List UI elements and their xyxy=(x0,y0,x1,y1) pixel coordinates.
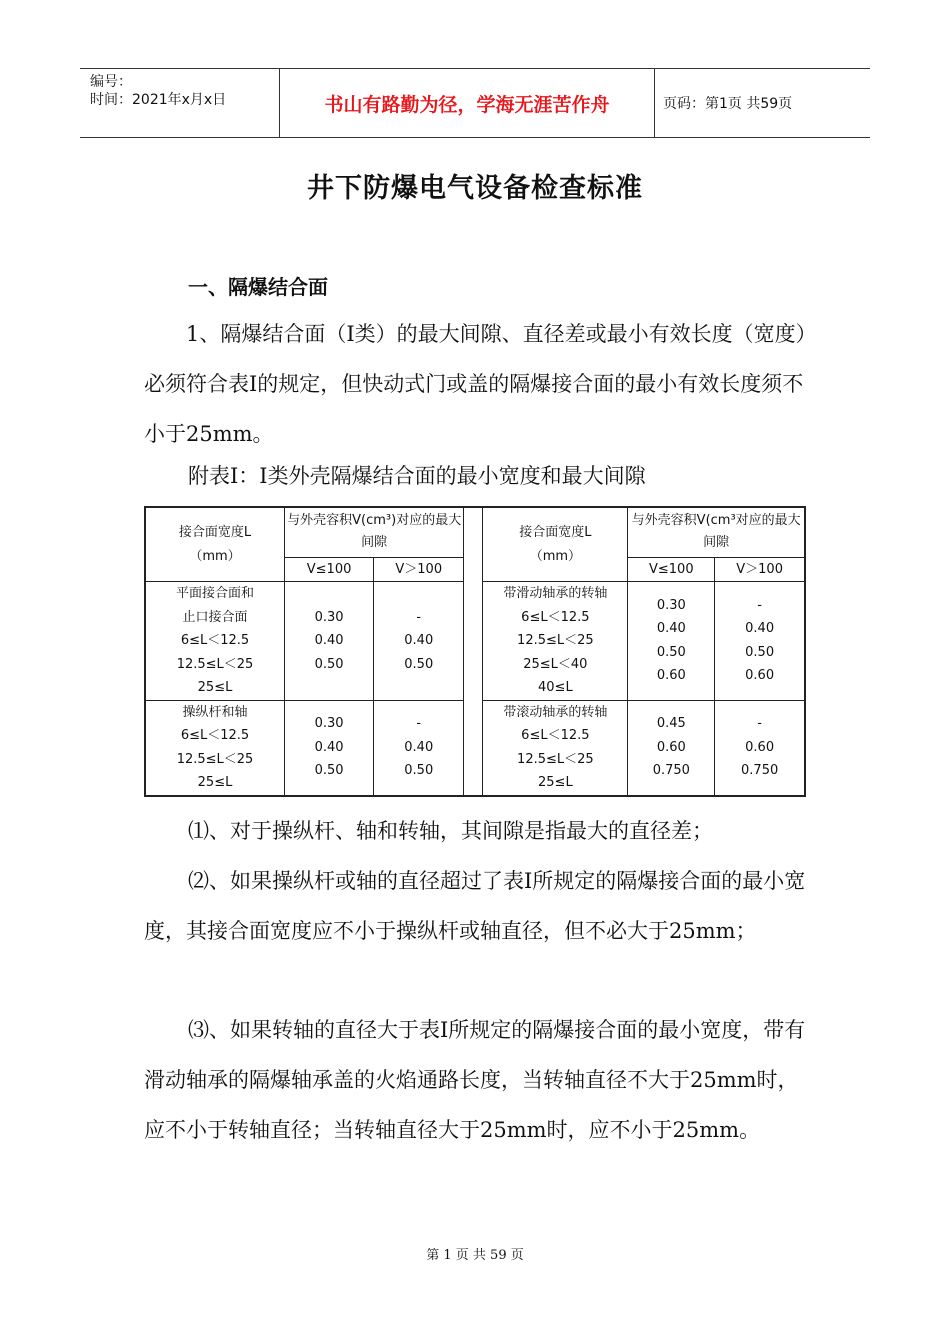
value: - xyxy=(416,716,422,732)
value-cell xyxy=(715,582,805,701)
table-divider xyxy=(464,507,483,796)
label-line: 25≤L xyxy=(197,775,233,790)
header-meta xyxy=(80,69,280,137)
value: 0.45 xyxy=(656,716,686,732)
value: 0.50 xyxy=(314,763,344,779)
value-cell xyxy=(285,582,374,701)
row-label-rolling-bearing xyxy=(483,700,628,796)
value: 0.60 xyxy=(745,668,775,684)
label-line: 12.5≤L＜25 xyxy=(176,751,254,767)
note-2: ⑵、如果操纵杆或轴的直径超过了表Ⅰ所规定的隔爆接合面的最小宽度，其接合面宽度应不小于操纵杆或轴直径，但不必大于25mm； xyxy=(144,869,806,943)
page-header xyxy=(80,68,870,138)
value: 0.30 xyxy=(314,609,344,625)
value: 0.50 xyxy=(404,656,434,672)
value: 0.40 xyxy=(656,621,686,637)
value: 0.750 xyxy=(741,763,779,779)
value: 0.60 xyxy=(656,739,686,755)
label-line: 6≤L＜12.5 xyxy=(521,728,590,743)
label-line: 40≤L xyxy=(538,680,573,695)
value: 0.40 xyxy=(314,633,344,648)
document-time-label: 时间：2021年x月x日 xyxy=(90,92,227,108)
note-3: ⑶、如果转轴的直径大于表Ⅰ所规定的隔爆接合面的最小宽度，带有滑动轴承的隔爆轴承盖的火焰通路长度，当转轴直径不大于25mm时，应不小于转轴直径；当转轴直径大于25mm时，应不小于25mm。 xyxy=(144,1018,806,1142)
label-line: 12.5≤L＜25 xyxy=(517,751,594,767)
label-line: 止口接合面 xyxy=(182,609,248,625)
value: 0.40 xyxy=(745,621,775,637)
label-line: 带滑动轴承的转轴 xyxy=(503,586,608,601)
header-mm-label-right: （mm） xyxy=(529,548,582,564)
gap-spec-table xyxy=(144,506,806,797)
value: - xyxy=(416,609,422,625)
header-mm-label: （mm） xyxy=(189,548,241,564)
value: 0.40 xyxy=(404,633,434,648)
value: - xyxy=(757,597,762,613)
label-line: 6≤L＜12.5 xyxy=(180,728,250,743)
label-line: 6≤L＜12.5 xyxy=(180,633,250,648)
value-cell xyxy=(285,700,374,796)
value-cell xyxy=(628,582,715,701)
col-header-volume-right: 与外壳容积V(cm³对应的最大间隙 xyxy=(628,507,805,557)
label-line: 操纵杆和轴 xyxy=(182,704,248,720)
value: - xyxy=(757,716,762,732)
col-header-v-gt-100: V＞100 xyxy=(374,557,464,582)
section-heading-1: 一、隔爆结合面 xyxy=(188,275,328,299)
label-line: 25≤L xyxy=(197,680,233,695)
header-width-label: 接合面宽度L xyxy=(178,525,252,540)
col-header-width-right xyxy=(483,507,628,582)
value: 0.30 xyxy=(314,716,344,732)
value: 0.50 xyxy=(656,644,686,660)
col-header-v-gt-100-right: V＞100 xyxy=(715,557,805,582)
table-caption: 附表Ⅰ：Ⅰ类外壳隔爆结合面的最小宽度和最大间隙 xyxy=(188,464,646,488)
document-title: 井下防爆电气设备检查标准 xyxy=(307,173,643,204)
value-cell xyxy=(628,700,715,796)
row-label-sliding-bearing xyxy=(483,582,628,701)
page-footer: 第 1 页 共 59 页 xyxy=(426,1248,524,1263)
col-header-volume-left: 与外壳容积V(cm³)对应的最大间隙 xyxy=(285,507,464,557)
value-cell xyxy=(374,582,464,701)
col-header-v-le-100-right: V≤100 xyxy=(628,557,715,582)
label-line: 12.5≤L＜25 xyxy=(517,633,594,648)
col-header-v-le-100: V≤100 xyxy=(285,557,374,582)
row-label-lever-shaft xyxy=(145,700,285,796)
label-line: 25≤L＜40 xyxy=(523,656,588,672)
row-label-flat-joint xyxy=(145,582,285,701)
value-cell xyxy=(715,700,805,796)
value-cell xyxy=(374,700,464,796)
header-page-info: 页码：第1页 共59页 xyxy=(663,96,793,112)
document-number-label: 编号： xyxy=(90,74,132,90)
value: 0.60 xyxy=(745,739,775,755)
label-line: 6≤L＜12.5 xyxy=(521,609,590,625)
value: 0.30 xyxy=(656,597,686,613)
value: 0.40 xyxy=(314,739,344,755)
value: 0.50 xyxy=(745,644,775,660)
value: 0.50 xyxy=(404,763,434,779)
value: 0.50 xyxy=(314,656,344,672)
value: 0.40 xyxy=(404,739,434,755)
label-line: 25≤L xyxy=(538,775,573,790)
label-line: 平面接合面和 xyxy=(175,586,254,601)
value: 0.750 xyxy=(652,763,690,779)
header-motto: 书山有路勤为径，学海无涯苦作舟 xyxy=(280,69,655,137)
note-1: ⑴、对于操纵杆、轴和转轴，其间隙是指最大的直径差； xyxy=(188,819,713,843)
col-header-width xyxy=(145,507,285,582)
header-width-label-right: 接合面宽度L xyxy=(519,525,592,540)
value: 0.60 xyxy=(656,668,686,684)
label-line: 12.5≤L＜25 xyxy=(176,656,254,672)
label-line: 带滚动轴承的转轴 xyxy=(503,704,608,720)
paragraph-1: 1、隔爆结合面（Ⅰ类）的最大间隙、直径差或最小有效长度（宽度）必须符合表Ⅰ的规定，但快动式门或盖的隔爆接合面的最小有效长度须不小于25mm。 xyxy=(144,322,807,446)
